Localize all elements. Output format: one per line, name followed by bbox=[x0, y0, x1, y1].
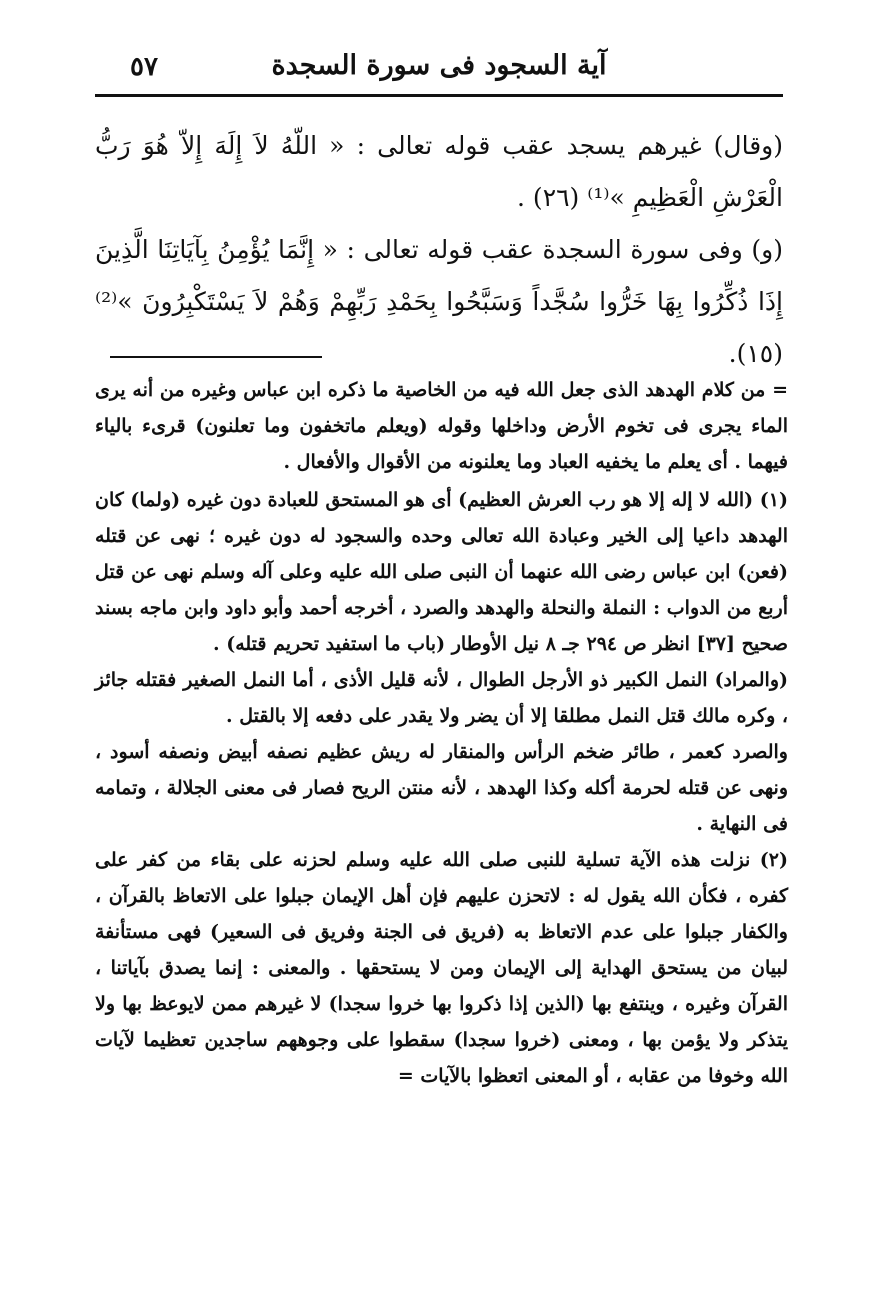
main-text bbox=[95, 120, 783, 380]
footnote-separator bbox=[110, 356, 322, 358]
footnote-carryover: = من كلام الهدهد الذى جعل الله فيه من الخاصية ما ذكره ابن عباس وغيره من أنه يرى الماء يجرى فى تخوم الأرض وداخلها وقوله (ويعلم ماتخفون وما تعلنون) قرىء بالياء فيهما . أى يعلم ما يخفيه العباد وما يعلنونه من الأقوال والأفعال . bbox=[95, 379, 788, 473]
footnotes bbox=[95, 372, 788, 1094]
footnote-1-paragraph-3: والصرد كعمر ، طائر ضخم الرأس والمنقار له ريش عظيم نصفه أبيض ونصفه أسود ، ونهى عن قتله لحرمة أكله وكذا الهدهد ، لأنه منتن الريح فصار فى معنى الجلالة ، وتمامه فى النهاية . bbox=[95, 741, 788, 835]
main-paragraph-2: (و) وفى سورة السجدة عقب قوله تعالى : « إِنَّمَا يُؤْمِنُ بِآيَاتِنَا الَّذِينَ إِذَا ذُكِّرُوا بِهَا خَرُّوا سُجَّداً وَسَبَّحُوا بِحَمْدِ رَبِّهِمْ وَهُمْ لاَ يَسْتَكْبِرُونَ »⁽²⁾ (١٥). bbox=[95, 235, 783, 368]
page-title: آية السجود فى سورة السجدة bbox=[271, 50, 607, 81]
main-paragraph-1: (وقال) غيرهم يسجد عقب قوله تعالى : « اللّهُ لاَ إِلَهَ إِلاّ هُوَ رَبُّ الْعَرْشِ الْعَظِيمِ »⁽¹⁾ (٢٦) . bbox=[95, 131, 783, 212]
footnote-2: (٢) نزلت هذه الآية تسلية للنبى صلى الله عليه وسلم لحزنه على بقاء من كفر على كفره ، فكأن الله يقول له : لاتحزن عليهم فإن أهل الإيمان جبلوا على الاتعاظ بالقرآن ، والكفار جبلوا على عدم الاتعاظ به (فريق فى الجنة وفريق فى السعير) فهى مستأنفة لبيان من يستحق الهداية إلى الإيمان ومن لا يستحقها . والمعنى : إنما يصدق بآياتنا ، القرآن وغيره ، وينتفع بها (الذين إذا ذكروا بها خروا سجدا) لا غيرهم ممن لايوعظ بها ولا يتذكر ولا يؤمن بها ، ومعنى (خروا سجدا) سقطوا على وجوههم ساجدين تعظيما لآيات الله وخوفا من عقابه ، أو المعنى اتعظوا بالآيات = bbox=[95, 849, 788, 1087]
page-number: ٥٧ bbox=[130, 52, 158, 82]
footnote-1-paragraph-1: (١) (الله لا إله إلا هو رب العرش العظيم) أى هو المستحق للعبادة دون غيره (ولما) كان الهدهد داعيا إلى الخير وعبادة الله تعالى وحده والسجود له دون غيره ؛ نهى عن قتله (فعن) ابن عباس رضى الله عنهما أن النبى صلى الله عليه وعلى آله وسلم نهى عن قتل أربع من الدواب : النملة والنحلة والهدهد والصرد ، أخرجه أحمد وأبو داود وابن ماجه بسند صحيح [٣٧] انظر ص ٢٩٤ جـ ٨ نيل الأوطار (باب ما استفيد تحريم قتله) . bbox=[95, 489, 788, 655]
page-header bbox=[95, 50, 783, 92]
header-rule bbox=[95, 94, 783, 97]
footnote-1-paragraph-2: (والمراد) النمل الكبير ذو الأرجل الطوال ، لأنه قليل الأذى ، أما النمل الصغير فقتله جائز ، وكره مالك قتل النمل مطلقا إلا أن يضر ولا يقدر على دفعه إلا بالقتل . bbox=[95, 669, 788, 727]
